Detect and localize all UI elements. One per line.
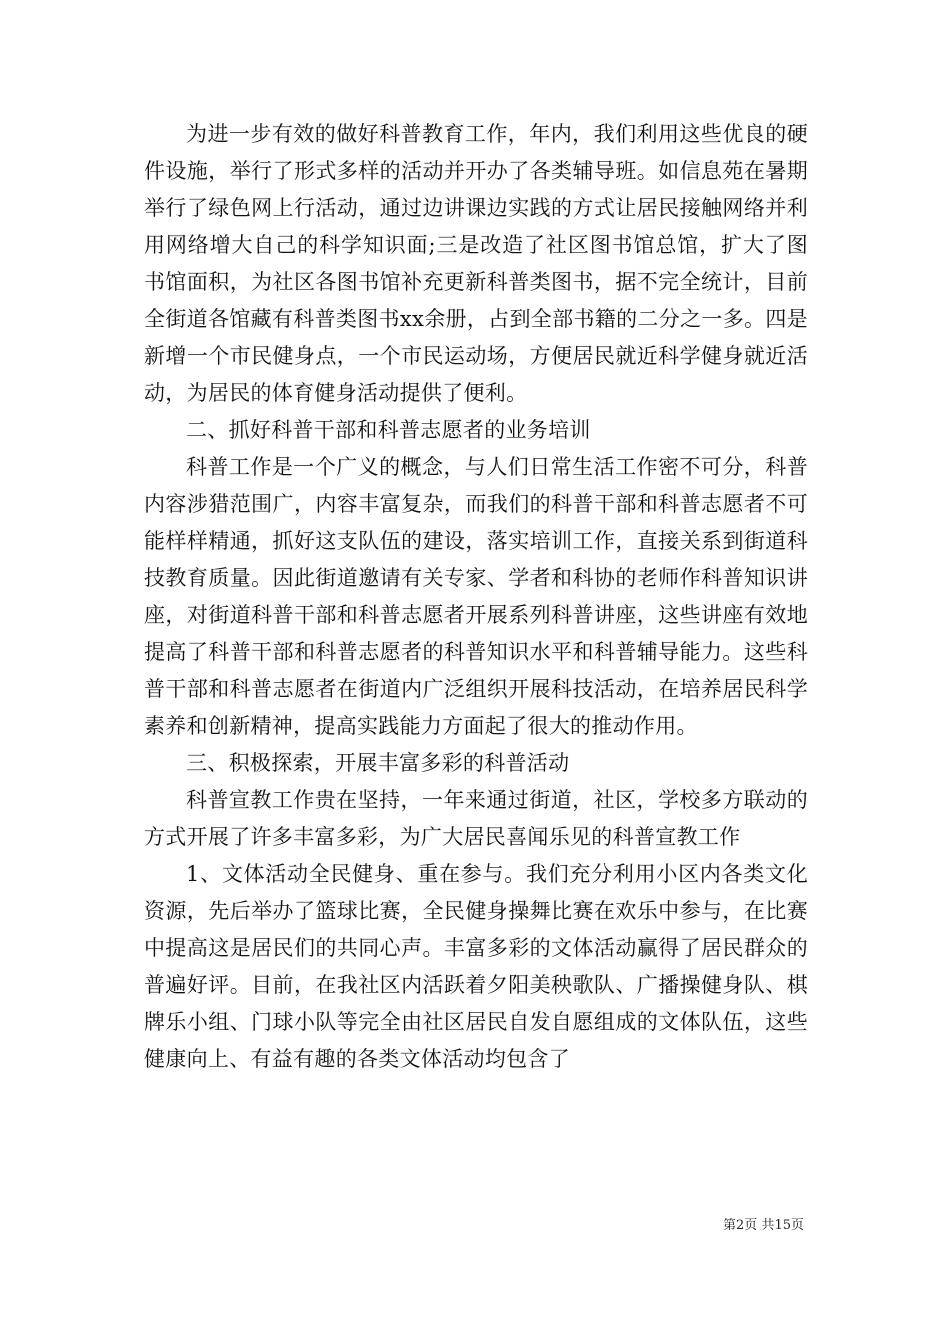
paragraph-science-education-facilities: 为进一步有效的做好科普教育工作，年内，我们利用这些优良的硬件设施，举行了形式多样的活动并开办了各类辅导班。如信息苑在暑期举行了绿色网上行活动，通过边讲课边实践的方式让居民接触网络并利用网络增大自己的科学知识面;三是改造了社区图书馆总馆，扩大了图书馆面积，为社区各图书馆补充更新科普类图书，据不完全统计，目前全街道各馆藏有科普类图书xx余册，占到全部书籍的二分之一多。四是新增一个市民健身点，一个市民运动场，方便居民就近科学健身就近活动，为居民的体育健身活动提供了便利。 <box>144 122 808 405</box>
paragraph-publicity-work: 科普宣教工作贵在坚持，一年来通过街道，社区，学校多方联动的方式开展了许多丰富多彩，为广大居民喜闻乐见的科普宣教工作 <box>144 788 808 849</box>
document-page <box>144 116 808 1078</box>
section-heading-activities: 三、积极探索，开展丰富多彩的科普活动 <box>186 751 570 775</box>
section-heading-training: 二、抓好科普干部和科普志愿者的业务培训 <box>186 418 591 442</box>
paragraph-sports-activities: 1、文体活动全民健身、重在参与。我们充分利用小区内各类文化资源，先后举办了篮球比赛，全民健身操舞比赛在欢乐中参与，在比赛中提高这是居民们的共同心声。丰富多彩的文体活动赢得了居民群众的普遍好评。目前，在我社区内活跃着夕阳美秧歌队、广播操健身队、棋牌乐小组、门球小队等完全由社区居民自发自愿组成的文体队伍，这些健康向上、有益有趣的各类文体活动均包含了 <box>144 862 808 1071</box>
footer-suffix: 页 <box>790 1218 804 1233</box>
footer-total-pages: 15 <box>774 1218 791 1233</box>
paragraph-volunteer-training: 科普工作是一个广义的概念，与人们日常生活工作密不可分，科普内容涉猎范围广，内容丰富复杂，而我们的科普干部和科普志愿者不可能样样精通，抓好这支队伍的建设，落实培训工作，直接关系到街道科技教育质量。因此街道邀请有关专家、学者和科协的老师作科普知识讲座，对街道科普干部和科普志愿者开展系列科普讲座，这些讲座有效地提高了科普干部和科普志愿者的科普知识水平和科普辅导能力。这些科普干部和科普志愿者在街道内广泛组织开展科技活动，在培养居民科学素养和创新精神，提高实践能力方面起了很大的推动作用。 <box>144 455 808 738</box>
footer-current-page: 2 <box>736 1218 745 1233</box>
footer-prefix: 第 <box>723 1218 737 1233</box>
footer-middle: 页 共 <box>744 1218 775 1233</box>
page-number-footer <box>723 1218 804 1234</box>
